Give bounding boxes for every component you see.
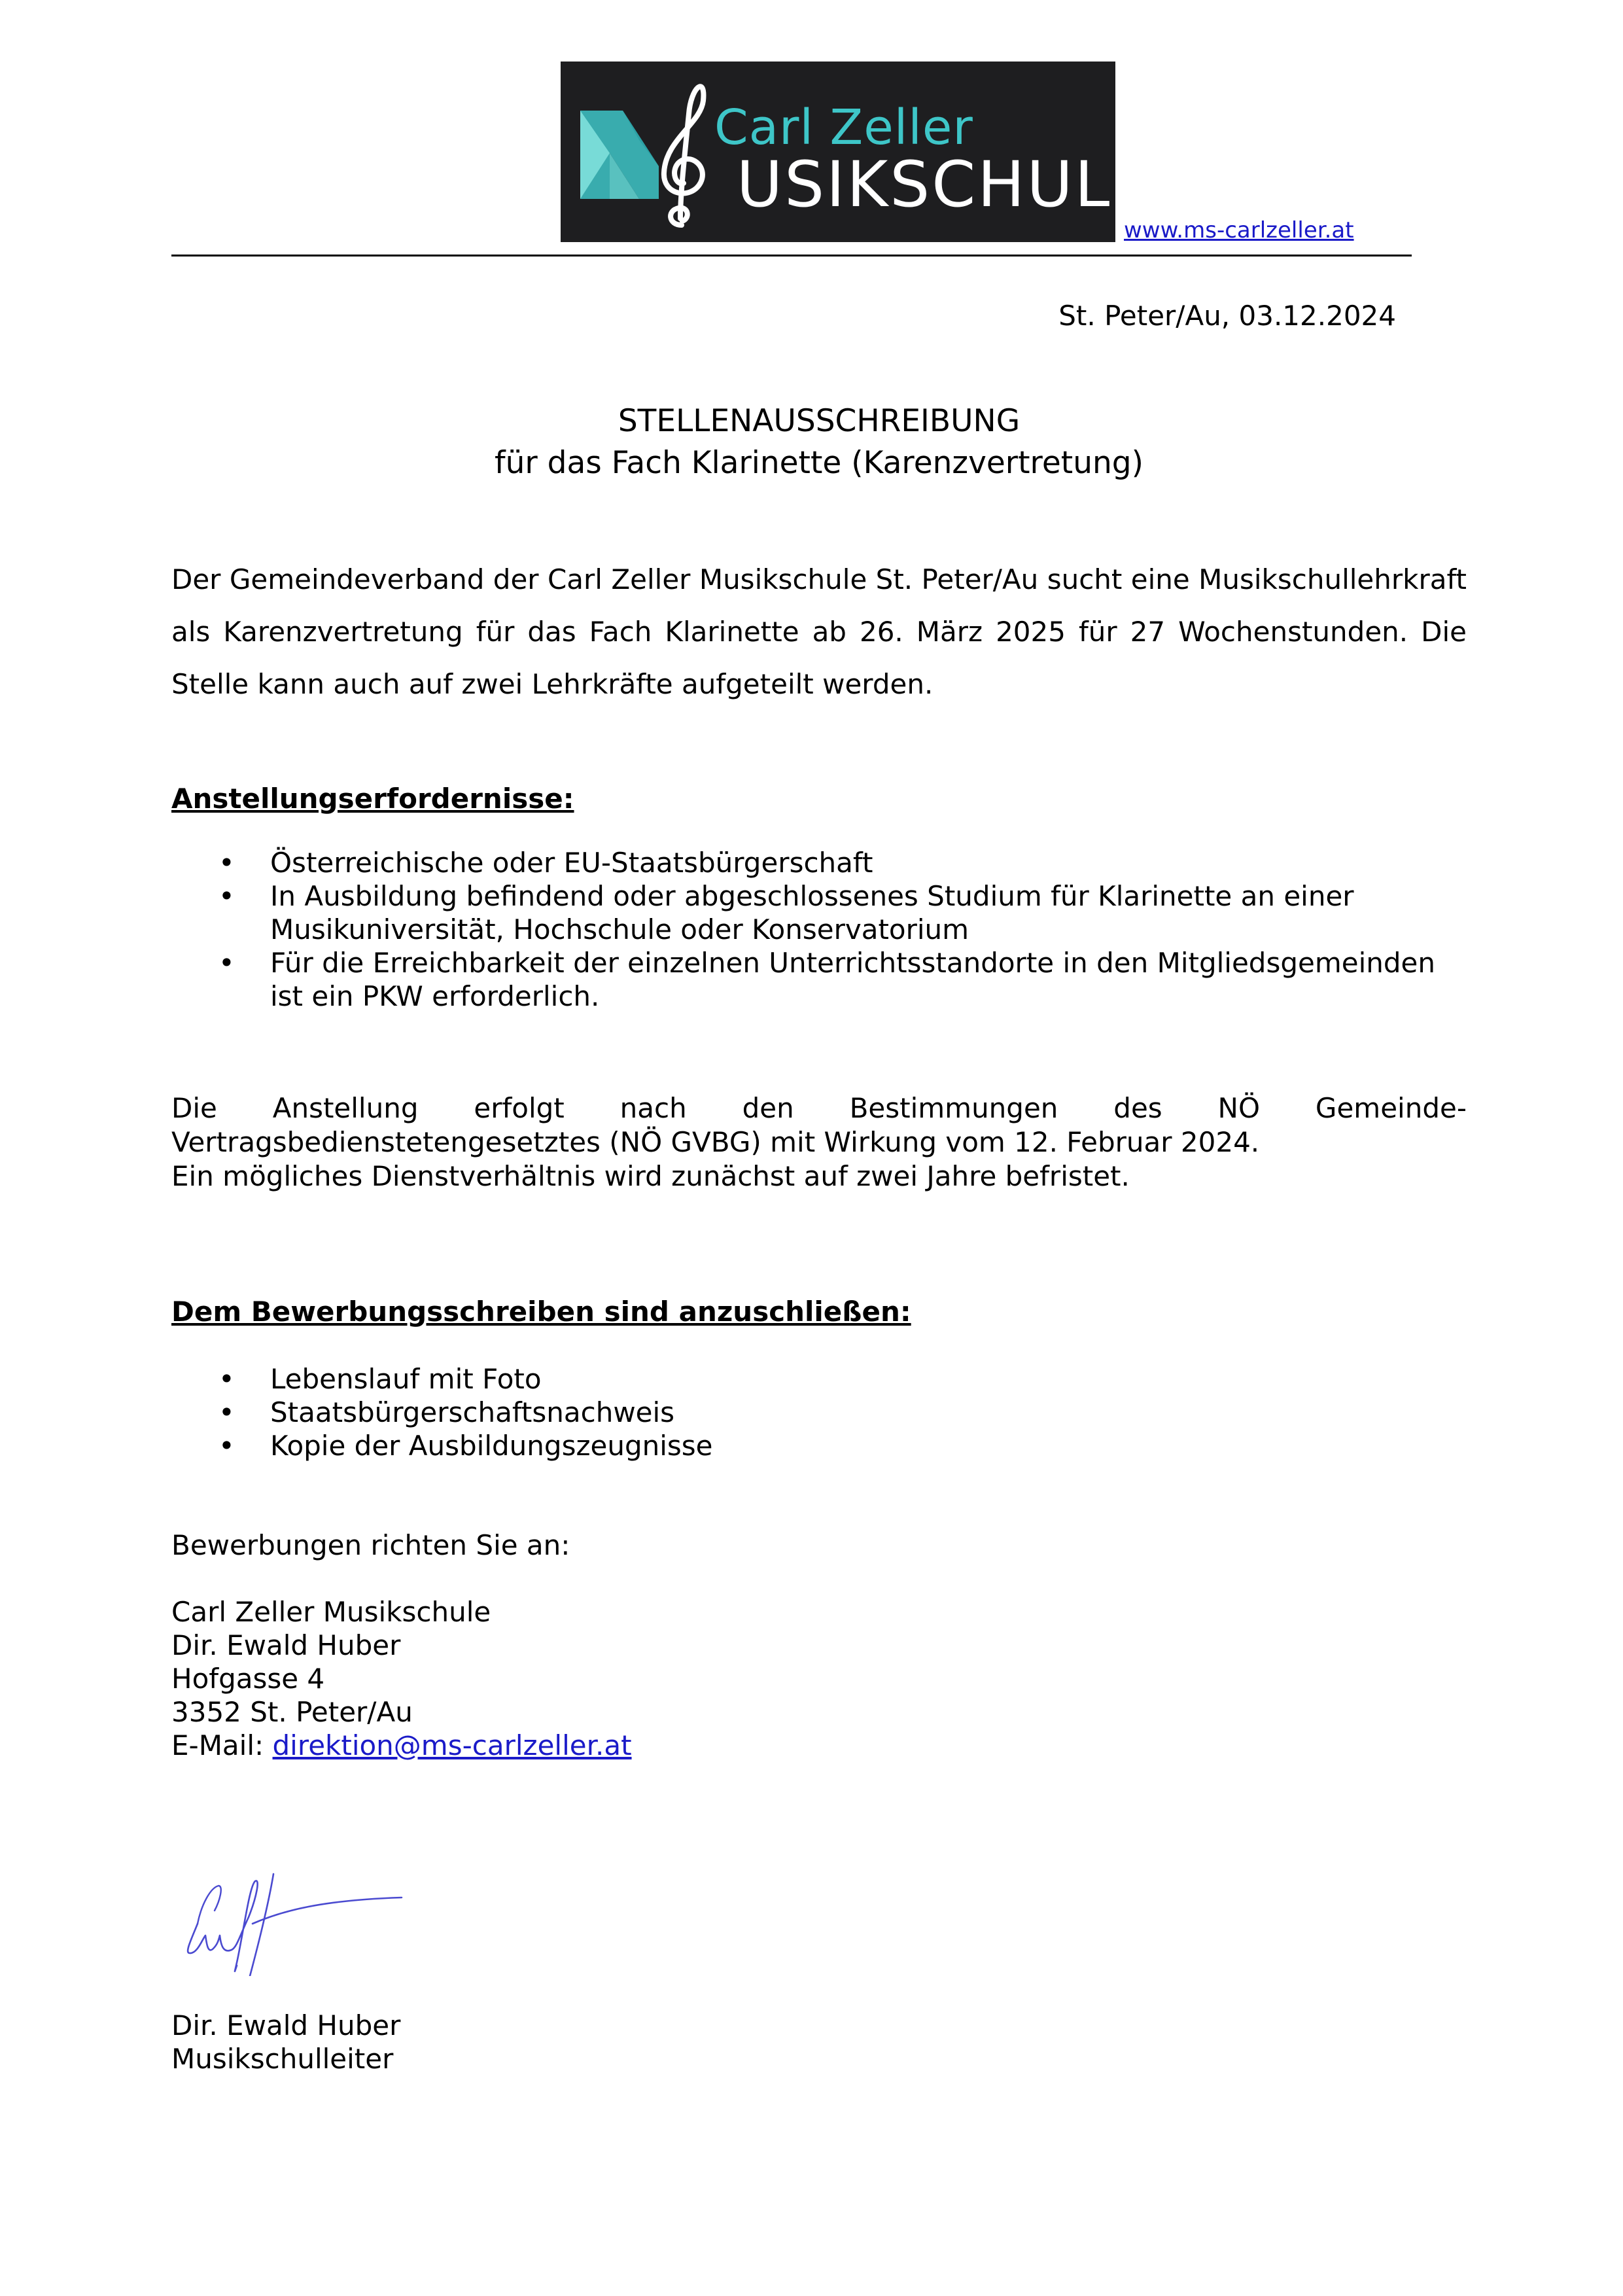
employment-terms: Die Anstellung erfolgt nach den Bestimmungen des NÖ Gemeinde-Vertragsbedienstetengesetztes (NÖ GVBG) mit Wirkung vom 12. Februar 2024.: [171, 1092, 1467, 1158]
apply-to-label: Bewerbungen richten Sie an:: [171, 1529, 570, 1561]
closing-signature-block: [171, 2009, 400, 2075]
address-line: Hofgasse 4: [171, 1663, 325, 1695]
contact-address: [171, 1595, 632, 1762]
address-line: 3352 St. Peter/Au: [171, 1696, 413, 1728]
signatory-name: Dir. Ewald Huber: [171, 2009, 401, 2041]
email-line: [171, 1729, 632, 1762]
signatory-role: Musikschulleiter: [171, 2043, 394, 2075]
intro-paragraph: Der Gemeindeverband der Carl Zeller Musikschule St. Peter/Au sucht eine Musikschullehrkraft als Karenzvertretung für das Fach Klarinette ab 26. März 2025 für 27 Wochenstunden. Die Stelle kann auch auf zwei Lehrkräfte aufgeteilt werden.: [171, 563, 1467, 700]
logo-school-type-rest: USIKSCHULE: [736, 148, 1153, 221]
documents-heading: Dem Bewerbungsschreiben sind anzuschließen:: [171, 1296, 911, 1328]
logo-school-name: Carl Zeller: [714, 99, 973, 156]
requirements-heading: Anstellungserfordernisse:: [171, 783, 574, 815]
list-item: • Staatsbürgerschaftsnachweis: [171, 1396, 1467, 1429]
list-item: • Für die Erreichbarkeit der einzelnen Unterrichtsstandorte in den Mitgliedsgemeinden ist ein PKW erforderlich.: [171, 946, 1467, 1013]
logo-school-type: [680, 148, 1153, 221]
handwritten-signature: [171, 1826, 407, 1976]
list-item: • In Ausbildung befindend oder abgeschlossenes Studium für Klarinette an einer Musikuniversität, Hochschule oder Konservatorium: [171, 879, 1467, 946]
list-item: • Lebenslauf mit Foto: [171, 1362, 1467, 1396]
website-link[interactable]: www.ms-carlzeller.at: [1124, 217, 1354, 243]
header-divider: [171, 255, 1412, 256]
employment-paragraph: [171, 1091, 1467, 1193]
documents-list: [171, 1362, 1467, 1462]
employment-duration: Ein mögliches Dienstverhältnis wird zunächst auf zwei Jahre befristet.: [171, 1160, 1130, 1192]
address-line: Carl Zeller Musikschule: [171, 1596, 491, 1628]
requirements-list: [171, 846, 1467, 1013]
list-item: • Österreichische oder EU-Staatsbürgerschaft: [171, 846, 1467, 879]
letter-date: St. Peter/Au, 03.12.2024: [1058, 300, 1396, 332]
school-logo: [561, 62, 1153, 242]
address-line: Dir. Ewald Huber: [171, 1629, 401, 1661]
title-line-2: für das Fach Klarinette (Karenzvertretung): [495, 445, 1143, 481]
title-line-1: STELLENAUSSCHREIBUNG: [618, 403, 1021, 439]
email-link[interactable]: direktion@ms-carlzeller.at: [272, 1729, 632, 1761]
email-label: E-Mail:: [171, 1729, 273, 1761]
list-item: • Kopie der Ausbildungszeugnisse: [171, 1429, 1467, 1462]
document-title: [171, 400, 1467, 484]
